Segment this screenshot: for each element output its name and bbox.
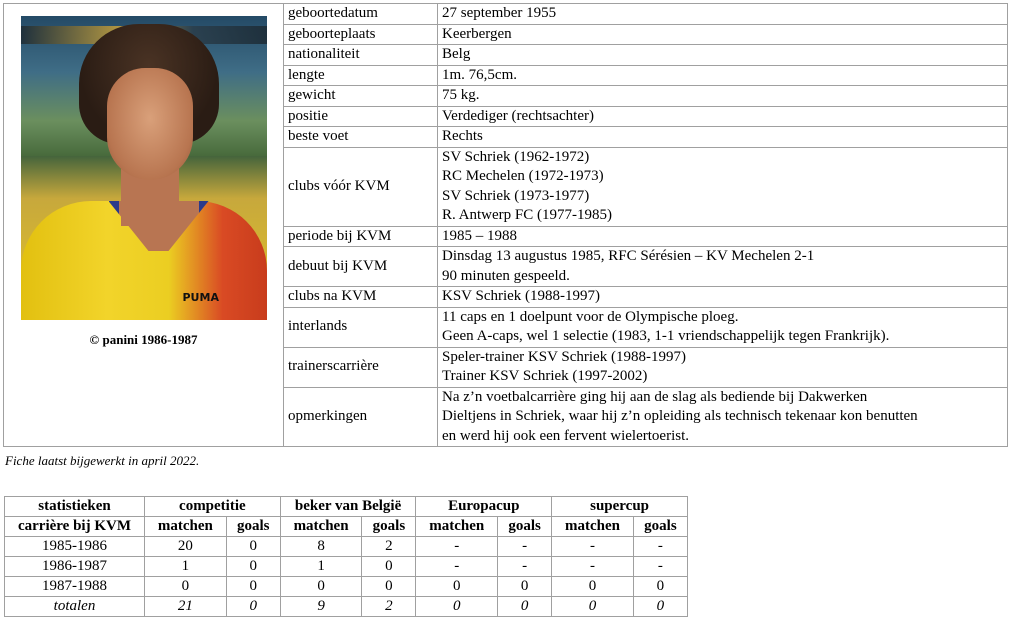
group-header: competitie xyxy=(145,497,281,517)
profile-value-line: Keerbergen xyxy=(442,25,512,42)
profile-value-line: RC Mechelen (1972-1973) xyxy=(442,168,604,184)
stat-cell: 0 xyxy=(226,597,280,617)
stat-cell: 0 xyxy=(498,597,552,617)
stat-cell: 0 xyxy=(633,577,687,597)
profile-value xyxy=(438,247,1008,287)
stat-cell: 1 xyxy=(145,557,227,577)
stat-cell: - xyxy=(498,557,552,577)
profile-value-line: Belg xyxy=(442,46,471,62)
stats-row xyxy=(5,577,688,597)
stat-cell: 0 xyxy=(552,577,634,597)
profile-value-line: Na z’n voetbalcarrière ging hij aan de slag als bediende bij Dakwerken xyxy=(442,388,868,405)
profile-value-line: Geen A-caps, wel 1 selectie (1983, 1-1 vriendschappelijk tegen Frankrijk). xyxy=(442,328,890,344)
profile-label: clubs vóór KVM xyxy=(284,147,438,226)
profile-value-line: en werd hij ook een fervent wielertoerist. xyxy=(442,427,689,444)
stat-cell: 2 xyxy=(362,537,416,557)
profile-value xyxy=(438,127,1008,148)
profile-label: geboorteplaats xyxy=(284,24,438,45)
profile-label: nationaliteit xyxy=(284,45,438,66)
subheader-goals: goals xyxy=(633,517,687,537)
profile-value-line: 27 september 1955 xyxy=(442,5,557,21)
profile-value-line: 1985 – 1988 xyxy=(442,227,517,244)
player-profile-table xyxy=(3,3,1008,447)
subheader-matchen: matchen xyxy=(416,517,498,537)
subheader-matchen: matchen xyxy=(280,517,362,537)
photo-caption: © panini 1986-1987 xyxy=(89,332,198,347)
stat-cell: - xyxy=(552,537,634,557)
profile-value xyxy=(438,347,1008,387)
profile-label: positie xyxy=(284,106,438,127)
stat-cell: 9 xyxy=(280,597,362,617)
stat-cell: - xyxy=(498,537,552,557)
stats-title-line1: statistieken xyxy=(5,497,145,517)
profile-label: lengte xyxy=(284,65,438,86)
subheader-goals: goals xyxy=(226,517,280,537)
profile-label: beste voet xyxy=(284,127,438,148)
season-cell: 1985-1986 xyxy=(5,537,145,557)
profile-label: debuut bij KVM xyxy=(284,247,438,287)
profile-value xyxy=(438,387,1008,447)
profile-value xyxy=(438,86,1008,107)
stat-cell: 0 xyxy=(552,597,634,617)
profile-value-line: Verdediger (rechtsachter) xyxy=(442,107,594,124)
stat-cell: 21 xyxy=(145,597,227,617)
profile-value-line: 75 kg. xyxy=(442,87,480,103)
season-cell: 1986-1987 xyxy=(5,557,145,577)
photo-cell xyxy=(4,4,284,447)
stats-title-line2: carrière bij KVM xyxy=(5,517,145,537)
stat-cell: 0 xyxy=(416,597,498,617)
stat-cell: 0 xyxy=(362,557,416,577)
season-cell: totalen xyxy=(5,597,145,617)
subheader-goals: goals xyxy=(362,517,416,537)
profile-value-line: 11 caps en 1 doelpunt voor de Olympische ploeg. xyxy=(442,308,739,325)
profile-value-line: KSV Schriek (1988-1997) xyxy=(442,288,601,304)
profile-label: trainerscarrière xyxy=(284,347,438,387)
profile-value xyxy=(438,147,1008,226)
stat-cell: 0 xyxy=(226,557,280,577)
profile-value xyxy=(438,226,1008,247)
group-header: Europacup xyxy=(416,497,552,517)
stat-cell: 20 xyxy=(145,537,227,557)
stat-cell: 0 xyxy=(226,537,280,557)
profile-label: gewicht xyxy=(284,86,438,107)
profile-value-line: Dieltjens in Schriek, waar hij z’n opleiding als technisch tekenaar kon benutten xyxy=(442,408,918,424)
profile-value xyxy=(438,307,1008,347)
update-note: Fiche laatst bijgewerkt in april 2022. xyxy=(5,453,200,468)
group-header: supercup xyxy=(552,497,688,517)
stat-cell: - xyxy=(633,537,687,557)
profile-value-line: 1m. 76,5cm. xyxy=(442,66,517,83)
profile-value xyxy=(438,45,1008,66)
profile-value xyxy=(438,65,1008,86)
profile-value xyxy=(438,106,1008,127)
stat-cell: 0 xyxy=(362,577,416,597)
stat-cell: 2 xyxy=(362,597,416,617)
stat-cell: 8 xyxy=(280,537,362,557)
subheader-matchen: matchen xyxy=(552,517,634,537)
stats-row xyxy=(5,557,688,577)
stats-row xyxy=(5,537,688,557)
profile-label: geboortedatum xyxy=(284,4,438,25)
profile-value-line: 90 minuten gespeeld. xyxy=(442,267,570,284)
profile-value xyxy=(438,4,1008,25)
group-header: beker van België xyxy=(280,497,416,517)
stats-total-row xyxy=(5,597,688,617)
puma-logo: PUMA xyxy=(182,291,219,304)
stat-cell: 0 xyxy=(416,577,498,597)
stats-table xyxy=(4,496,688,617)
profile-value-line: Speler-trainer KSV Schriek (1988-1997) xyxy=(442,348,686,365)
stat-cell: 0 xyxy=(633,597,687,617)
stat-cell: - xyxy=(416,557,498,577)
profile-label: clubs na KVM xyxy=(284,287,438,308)
stat-cell: 1 xyxy=(280,557,362,577)
subheader-goals: goals xyxy=(498,517,552,537)
profile-row xyxy=(4,4,1008,25)
stat-cell: - xyxy=(633,557,687,577)
profile-value-line: SV Schriek (1973-1977) xyxy=(442,187,590,204)
profile-label: periode bij KVM xyxy=(284,226,438,247)
subheader-matchen: matchen xyxy=(145,517,227,537)
profile-value-line: SV Schriek (1962-1972) xyxy=(442,148,590,165)
stat-cell: 0 xyxy=(145,577,227,597)
stat-cell: 0 xyxy=(226,577,280,597)
profile-label: interlands xyxy=(284,307,438,347)
profile-value-line: Trainer KSV Schriek (1997-2002) xyxy=(442,368,648,384)
stat-cell: - xyxy=(416,537,498,557)
profile-value xyxy=(438,287,1008,308)
player-photo xyxy=(21,16,267,320)
season-cell: 1987-1988 xyxy=(5,577,145,597)
profile-value-line: R. Antwerp FC (1977-1985) xyxy=(442,207,612,223)
stat-cell: - xyxy=(552,557,634,577)
profile-label: opmerkingen xyxy=(284,387,438,447)
profile-value-line: Dinsdag 13 augustus 1985, RFC Sérésien – KV Mechelen 2-1 xyxy=(442,248,815,264)
stat-cell: 0 xyxy=(498,577,552,597)
profile-value-line: Rechts xyxy=(442,128,483,144)
stat-cell: 0 xyxy=(280,577,362,597)
profile-value xyxy=(438,24,1008,45)
